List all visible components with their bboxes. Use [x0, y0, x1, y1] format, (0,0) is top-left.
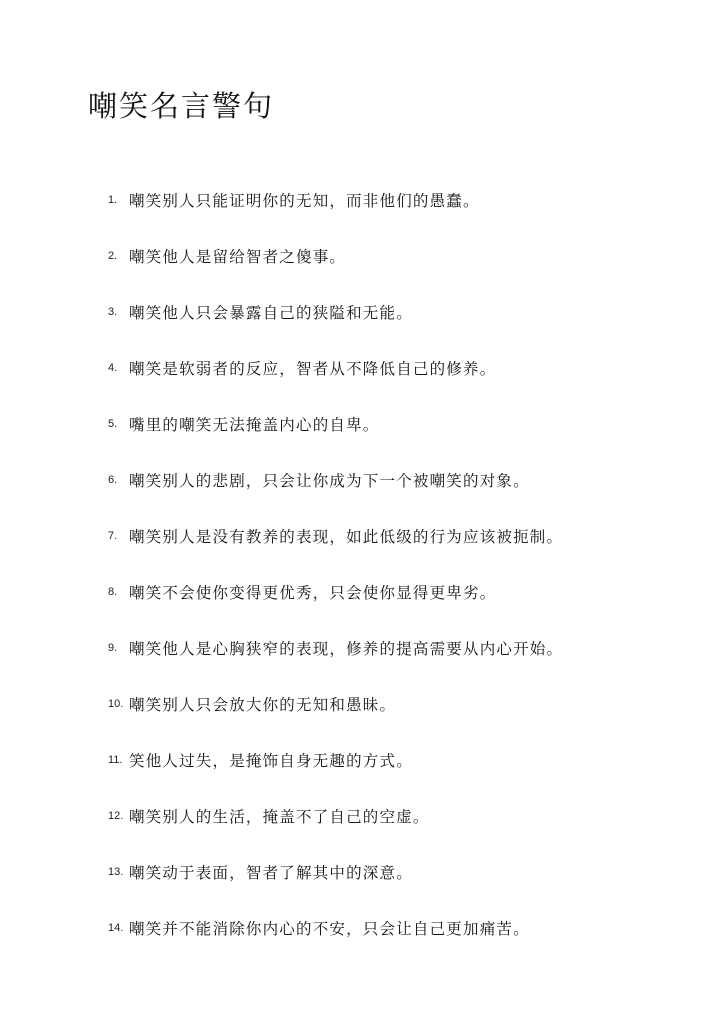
list-item — [108, 172, 688, 228]
list-item — [108, 452, 688, 508]
list-item — [108, 732, 688, 788]
item-number: 7. — [108, 530, 118, 542]
list-item — [108, 788, 688, 844]
item-text: 嘴里的嘲笑无法掩盖内心的自卑。 — [129, 416, 380, 434]
item-text: 嘲笑他人是留给智者之傻事。 — [129, 248, 347, 266]
item-number: 4. — [108, 362, 118, 374]
item-text: 嘲笑别人只会放大你的无知和愚昧。 — [129, 696, 397, 714]
item-text: 嘲笑别人是没有教养的表现，如此低级的行为应该被扼制。 — [129, 528, 564, 546]
list-item — [108, 676, 688, 732]
item-number: 3. — [108, 306, 118, 318]
list-item — [108, 228, 688, 284]
item-number: 10. — [108, 698, 124, 710]
list-item — [108, 508, 688, 564]
item-text: 嘲笑别人只能证明你的无知，而非他们的愚蠢。 — [129, 192, 480, 210]
item-number: 2. — [108, 250, 118, 262]
item-number: 14. — [108, 922, 124, 934]
item-number: 11. — [108, 754, 123, 766]
item-text: 嘲笑他人是心胸狭窄的表现，修养的提高需要从内心开始。 — [129, 640, 564, 658]
item-number: 1. — [108, 194, 118, 206]
page-title: 嘲笑名言警句 — [88, 89, 275, 123]
quote-list — [108, 172, 688, 956]
item-text: 嘲笑他人只会暴露自己的狭隘和无能。 — [129, 304, 413, 322]
item-text: 嘲笑别人的悲剧，只会让你成为下一个被嘲笑的对象。 — [129, 472, 530, 490]
item-number: 6. — [108, 474, 118, 486]
item-text: 嘲笑是软弱者的反应，智者从不降低自己的修养。 — [129, 360, 497, 378]
item-text: 嘲笑动于表面，智者了解其中的深意。 — [129, 864, 413, 882]
item-text: 嘲笑不会使你变得更优秀，只会使你显得更卑劣。 — [129, 584, 497, 602]
list-item — [108, 900, 688, 956]
item-number: 13. — [108, 866, 124, 878]
list-item — [108, 340, 688, 396]
item-text: 嘲笑别人的生活，掩盖不了自己的空虚。 — [129, 808, 430, 826]
list-item — [108, 396, 688, 452]
list-item — [108, 564, 688, 620]
item-number: 5. — [108, 418, 118, 430]
list-item — [108, 844, 688, 900]
item-number: 12. — [108, 810, 124, 822]
item-number: 9. — [108, 642, 118, 654]
list-item — [108, 284, 688, 340]
item-text: 嘲笑并不能消除你内心的不安，只会让自己更加痛苦。 — [129, 920, 530, 938]
list-item — [108, 620, 688, 676]
item-text: 笑他人过失，是掩饰自身无趣的方式。 — [129, 752, 413, 770]
item-number: 8. — [108, 586, 118, 598]
